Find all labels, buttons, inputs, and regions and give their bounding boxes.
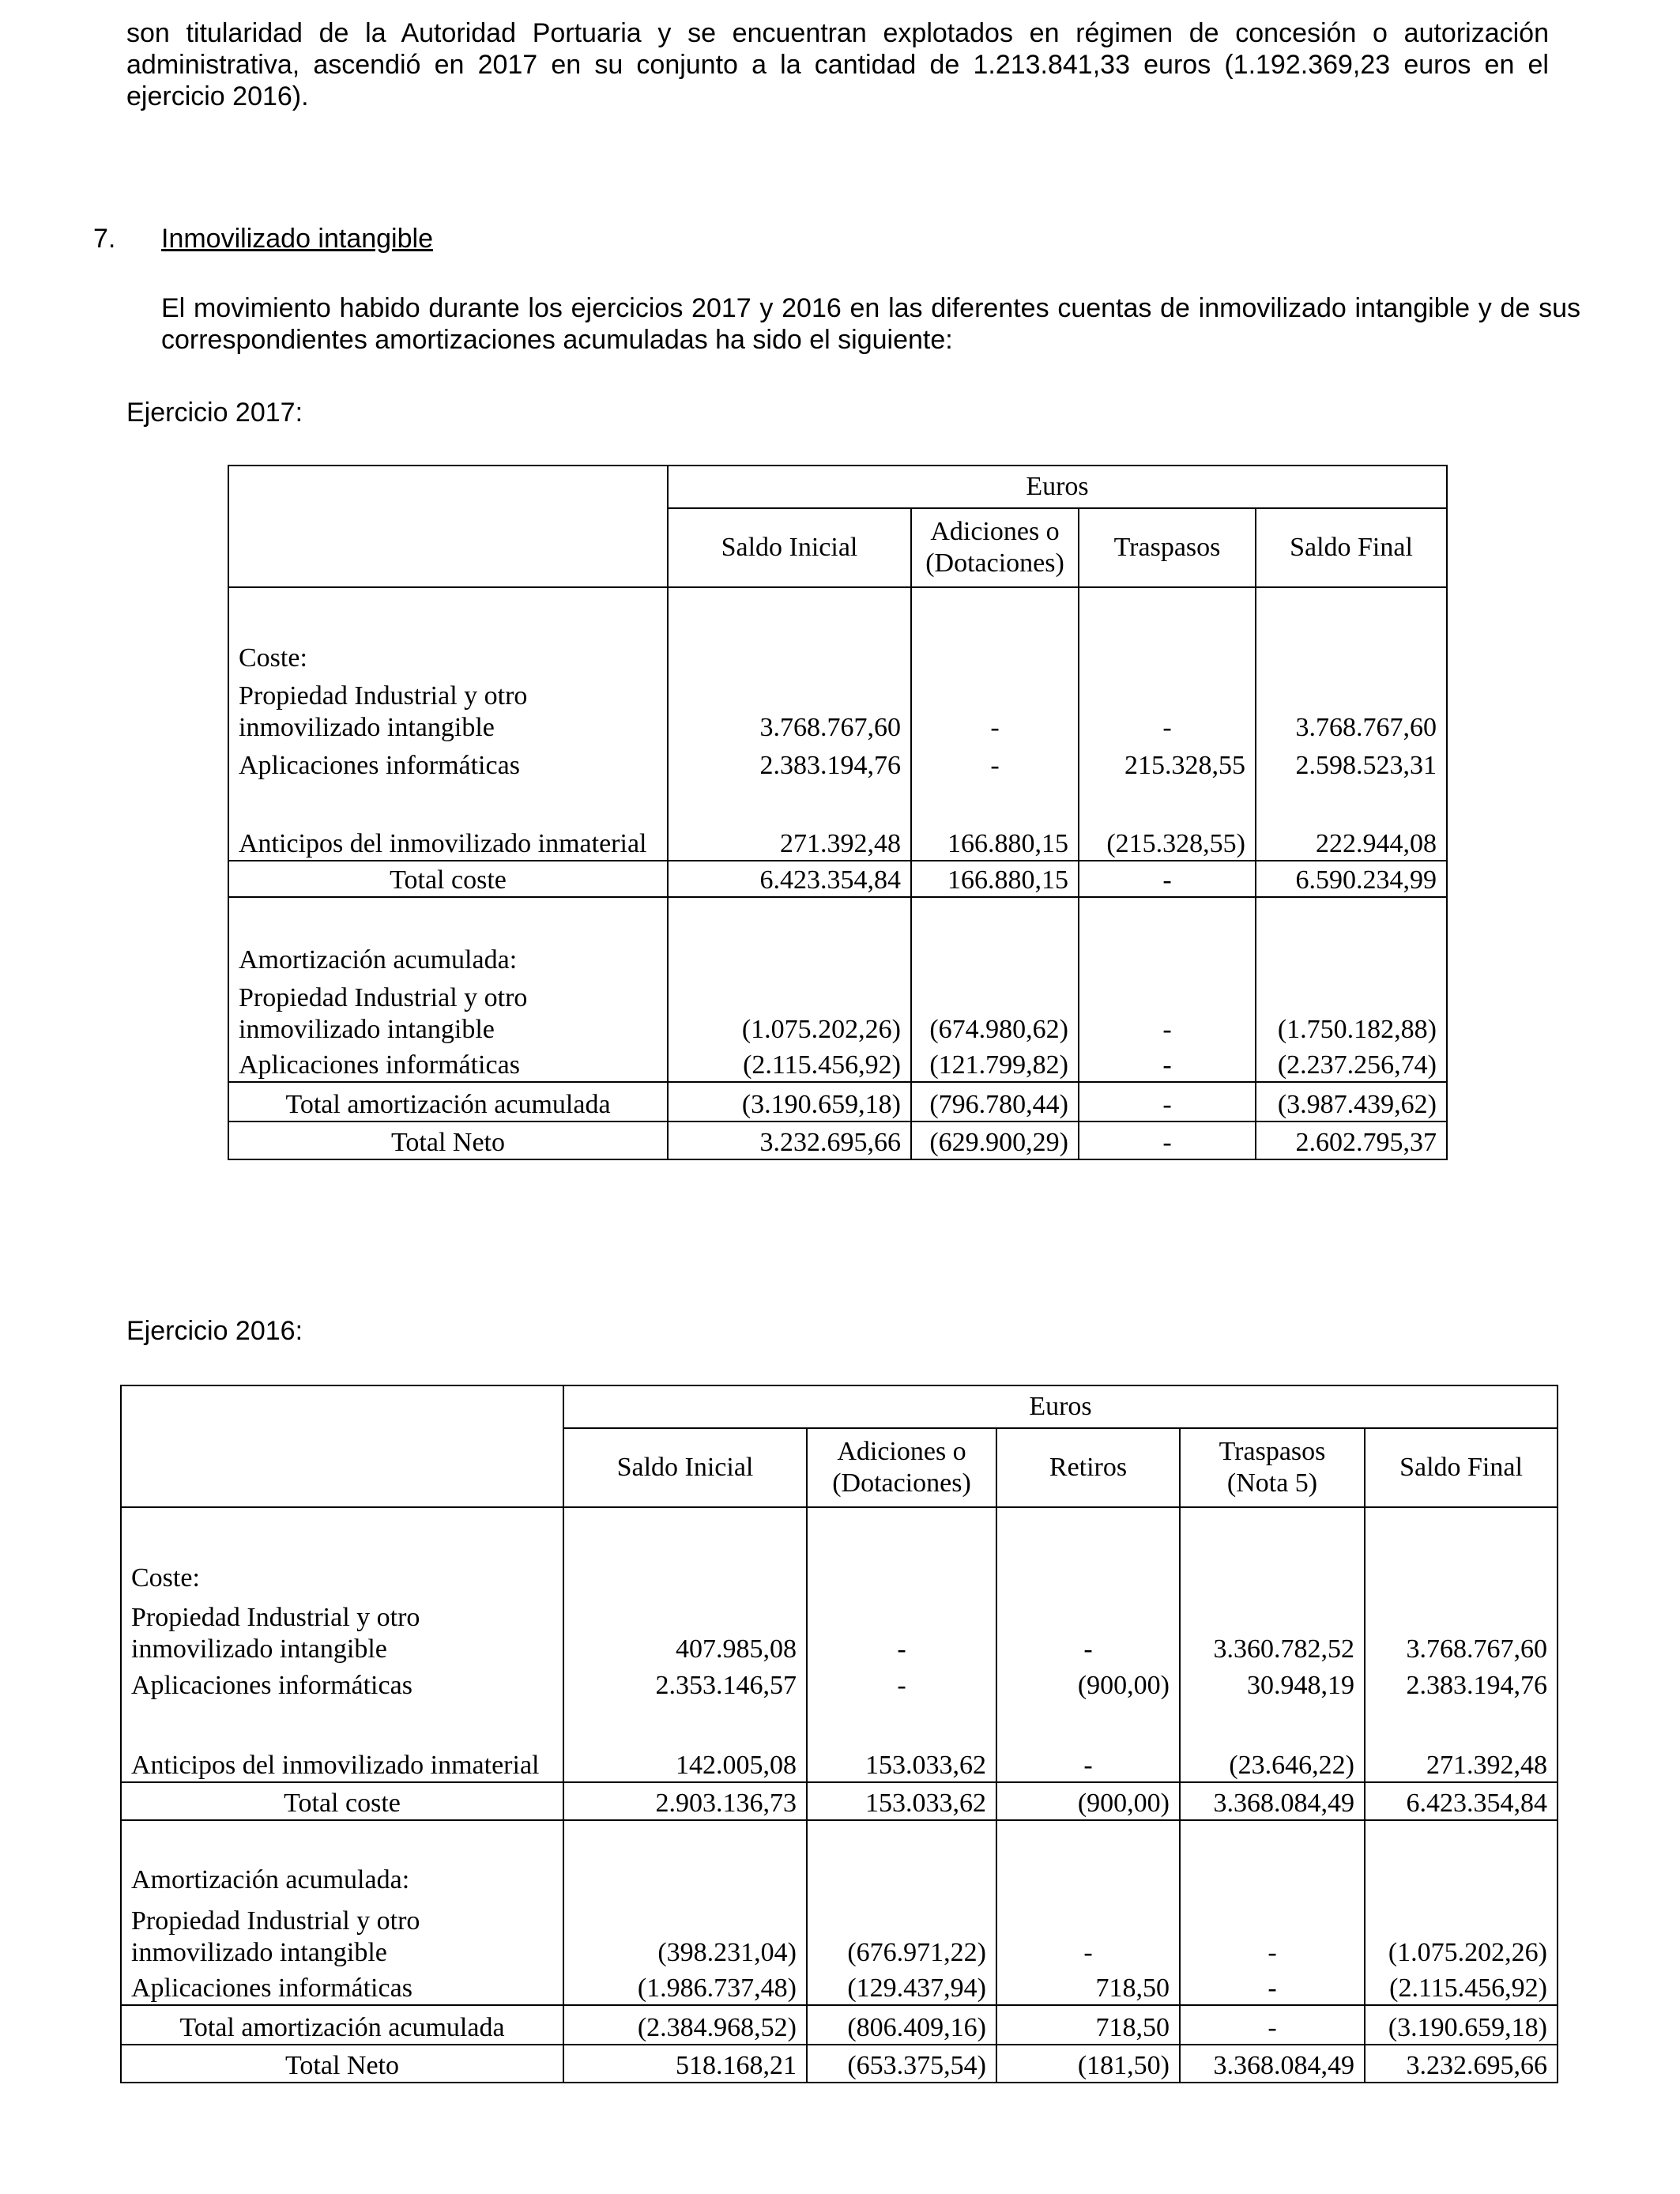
table-2017 [228, 465, 1448, 1160]
table-row: Aplicaciones informáticas (2.115.456,92) (121.799,82) - (2.237.256,74) [228, 1046, 1447, 1082]
total-coste-row: Total coste 2.903.136,73 153.033,62 (900,00) 3.368.084,49 6.423.354,84 [121, 1782, 1558, 1820]
caption-2017: Ejercicio 2017: [126, 398, 303, 428]
caption-2016: Ejercicio 2016: [126, 1316, 303, 1346]
table-2016 [120, 1385, 1558, 2083]
table-row: Propiedad Industrial y otro inmovilizado intangible 407.985,08 - - 3.360.782,52 3.768.767,60 [121, 1594, 1558, 1665]
coste-label: Coste: [228, 587, 668, 674]
col-adiciones: Adiciones o (Dotaciones) [807, 1428, 996, 1507]
table-row: Anticipos del inmovilizado inmaterial 142.005,08 153.033,62 - (23.646,22) 271.392,48 [121, 1702, 1558, 1782]
total-coste-row: Total coste 6.423.354,84 166.880,15 - 6.590.234,99 [228, 861, 1447, 897]
col-saldo-final: Saldo Final [1256, 508, 1447, 587]
col-retiros: Retiros [996, 1428, 1180, 1507]
col-saldo-final: Saldo Final [1365, 1428, 1558, 1507]
col-adiciones: Adiciones o (Dotaciones) [911, 508, 1079, 587]
euros-header: Euros [668, 466, 1447, 508]
col-saldo-inicial: Saldo Inicial [563, 1428, 807, 1507]
header-blank [228, 466, 668, 587]
table-row: Aplicaciones informáticas 2.383.194,76 - 215.328,55 2.598.523,31 [228, 744, 1447, 782]
coste-label: Coste: [121, 1507, 563, 1594]
table-row: Aplicaciones informáticas 2.353.146,57 - (900,00) 30.948,19 2.383.194,76 [121, 1665, 1558, 1702]
col-saldo-inicial: Saldo Inicial [668, 508, 911, 587]
table-row: Anticipos del inmovilizado inmaterial 271.392,48 166.880,15 (215.328,55) 222.944,08 [228, 782, 1447, 861]
amort-label: Amortización acumulada: [121, 1820, 563, 1896]
total-amort-row: Total amortización acumulada (2.384.968,52) (806.409,16) 718,50 - (3.190.659,18) [121, 2005, 1558, 2045]
total-amort-row: Total amortización acumulada (3.190.659,18) (796.780,44) - (3.987.439,62) [228, 1082, 1447, 1122]
header-blank [121, 1385, 563, 1507]
section-title: Inmovilizado intangible [161, 224, 433, 254]
total-neto-row: Total Neto 3.232.695,66 (629.900,29) - 2.602.795,37 [228, 1122, 1447, 1159]
total-neto-row: Total Neto 518.168,21 (653.375,54) (181,50) 3.368.084,49 3.232.695,66 [121, 2045, 1558, 2083]
section-number: 7. [93, 224, 116, 254]
euros-header: Euros [563, 1385, 1558, 1428]
amort-label: Amortización acumulada: [228, 897, 668, 976]
table-row: Propiedad Industrial y otro inmovilizado intangible 3.768.767,60 - - 3.768.767,60 [228, 674, 1447, 744]
table-row: Propiedad Industrial y otro inmovilizado intangible (1.075.202,26) (674.980,62) - (1.750.182,88) [228, 976, 1447, 1046]
col-traspasos: Traspasos (Nota 5) [1180, 1428, 1365, 1507]
col-traspasos: Traspasos [1079, 508, 1256, 587]
section-paragraph: El movimiento habido durante los ejercicios 2017 y 2016 en las diferentes cuentas de inmovilizado intangible y de sus correspondientes amortizaciones acumuladas ha sido el siguiente: [161, 293, 1580, 355]
intro-paragraph: son titularidad de la Autoridad Portuaria y se encuentran explotados en régimen de concesión o autorización administrativa, ascendió en 2017 en su conjunto a la cantidad de 1.213.841,33 euros (1.192.369,23 euros en el ejercicio 2016). [126, 18, 1549, 111]
table-row: Aplicaciones informáticas (1.986.737,48) (129.437,94) 718,50 - (2.115.456,92) [121, 1969, 1558, 2005]
table-row: Propiedad Industrial y otro inmovilizado intangible (398.231,04) (676.971,22) - - (1.075.202,26) [121, 1896, 1558, 1969]
